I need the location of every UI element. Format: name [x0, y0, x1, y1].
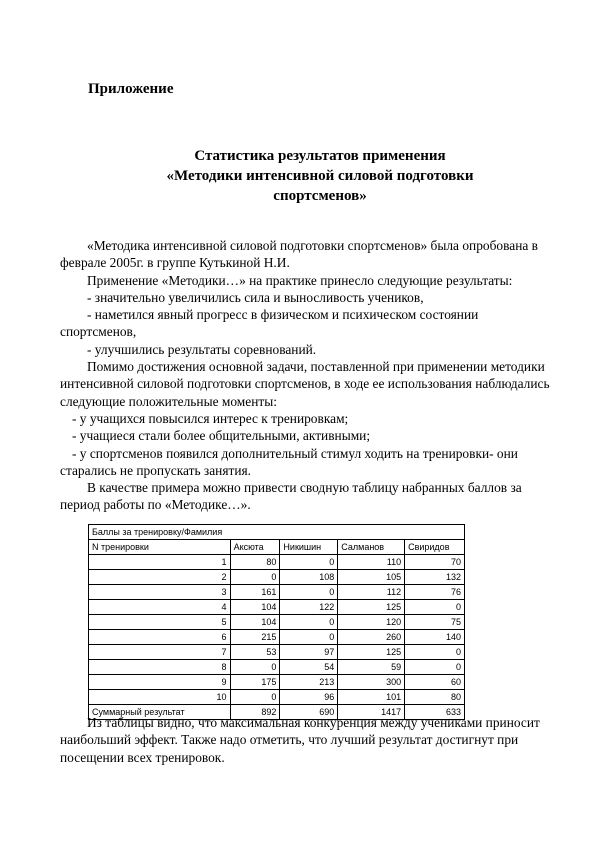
table-cell: 260 [338, 630, 405, 645]
table-cell: 0 [280, 555, 338, 570]
table-row [89, 675, 465, 690]
table-cell: 76 [405, 585, 465, 600]
table-cell: 120 [338, 615, 405, 630]
table-row [89, 630, 465, 645]
table-cell: 7 [89, 645, 231, 660]
paragraph: В качестве примера можно привести сводную таблицу набранных баллов за период работы по «Методике…». [60, 480, 522, 513]
table-header-cell: Свиридов [405, 540, 465, 555]
list-item: - у учащихся повысился интерес к тренировкам; [72, 410, 349, 426]
table-cell: 0 [405, 660, 465, 675]
table-cell: 10 [89, 690, 231, 705]
table-cell: 54 [280, 660, 338, 675]
paragraph: «Методика интенсивной силовой подготовки спортсменов» была опробована в феврале 2005г. в группе Кутькиной Н.И. [60, 238, 538, 271]
table-cell: 53 [230, 645, 280, 660]
table-cell: 122 [280, 600, 338, 615]
list-item: - улучшились результаты соревнований. [87, 341, 317, 357]
table-cell: 97 [280, 645, 338, 660]
list-item: - учащиеся стали более общительными, активными; [72, 428, 371, 444]
table-row [89, 645, 465, 660]
table-cell: 96 [280, 690, 338, 705]
table-cell: 0 [230, 690, 280, 705]
results-table [88, 524, 465, 720]
table-cell: 75 [405, 615, 465, 630]
table-cell: 161 [230, 585, 280, 600]
table-cell: 125 [338, 645, 405, 660]
table-cell: 0 [230, 660, 280, 675]
table-cell: 215 [230, 630, 280, 645]
table-cell: 80 [405, 690, 465, 705]
table-caption-row [89, 525, 465, 540]
table-cell: 9 [89, 675, 231, 690]
table-cell: 892 [230, 705, 280, 720]
table-cell: 633 [405, 705, 465, 720]
table-cell: 108 [280, 570, 338, 585]
table-header-row [89, 540, 465, 555]
table-row [89, 570, 465, 585]
table-cell: 125 [338, 600, 405, 615]
table-cell: 104 [230, 615, 280, 630]
paragraph: Помимо достижения основной задачи, поставленной при применении методики интенсивной силовой подготовки спортсменов, в ходе ее использования наблюдались следующие положительные моменты: [60, 359, 550, 409]
document-title [60, 146, 580, 206]
table-cell: 690 [280, 705, 338, 720]
table-cell: 1417 [338, 705, 405, 720]
conclusion-text [60, 714, 550, 766]
table-cell: 1 [89, 555, 231, 570]
table-header-cell: Аксюта [230, 540, 280, 555]
table-cell: 110 [338, 555, 405, 570]
table-cell: 105 [338, 570, 405, 585]
table-cell: 3 [89, 585, 231, 600]
table-header-cell: N тренировки [89, 540, 231, 555]
table-header-cell: Никишин [280, 540, 338, 555]
table-cell: 2 [89, 570, 231, 585]
table-cell: 104 [230, 600, 280, 615]
table-cell: 300 [338, 675, 405, 690]
table-cell: 4 [89, 600, 231, 615]
title-line-3: спортсменов» [273, 188, 367, 204]
body-text [60, 237, 550, 514]
list-item: - значительно увеличились сила и выносливость учеников, [87, 289, 424, 305]
table-row [89, 615, 465, 630]
list-item: - у спортсменов появился дополнительный стимул ходить на тренировки- они старались не пропускать занятия. [60, 445, 518, 478]
table-cell: 132 [405, 570, 465, 585]
table-cell: 0 [280, 585, 338, 600]
table-cell: Суммарный результат [89, 705, 231, 720]
table-row [89, 555, 465, 570]
table-cell: 101 [338, 690, 405, 705]
table-header-cell: Салманов [338, 540, 405, 555]
table-cell: 60 [405, 675, 465, 690]
paragraph: Применение «Методики…» на практике принесло следующие результаты: [87, 272, 513, 288]
table-row [89, 600, 465, 615]
table-cell: 70 [405, 555, 465, 570]
table-row [89, 660, 465, 675]
table-cell: 112 [338, 585, 405, 600]
table-cell: 6 [89, 630, 231, 645]
table-row [89, 585, 465, 600]
table-cell: 140 [405, 630, 465, 645]
title-line-2: «Методики интенсивной силовой подготовки [166, 168, 474, 184]
table-cell: 175 [230, 675, 280, 690]
paragraph: Из таблицы видно, что максимальная конкуренция между учениками приносит наибольший эффект. Также надо отметить, что лучший результат достигнут при посещении всех тренировок. [60, 715, 540, 765]
table-cell: 5 [89, 615, 231, 630]
title-line-1: Статистика результатов применения [194, 148, 446, 164]
list-item: - наметился явный прогресс в физическом и психическом состоянии спортсменов, [60, 307, 479, 340]
table-cell: 0 [405, 600, 465, 615]
appendix-heading: Приложение [88, 81, 174, 97]
table-cell: 59 [338, 660, 405, 675]
table-cell: 213 [280, 675, 338, 690]
table-cell: 0 [405, 645, 465, 660]
table-cell: 8 [89, 660, 231, 675]
table-cell: 0 [280, 630, 338, 645]
table-caption: Баллы за тренировку/Фамилия [89, 525, 465, 540]
table-cell: 80 [230, 555, 280, 570]
table-row [89, 690, 465, 705]
table-cell: 0 [230, 570, 280, 585]
table-cell: 0 [280, 615, 338, 630]
